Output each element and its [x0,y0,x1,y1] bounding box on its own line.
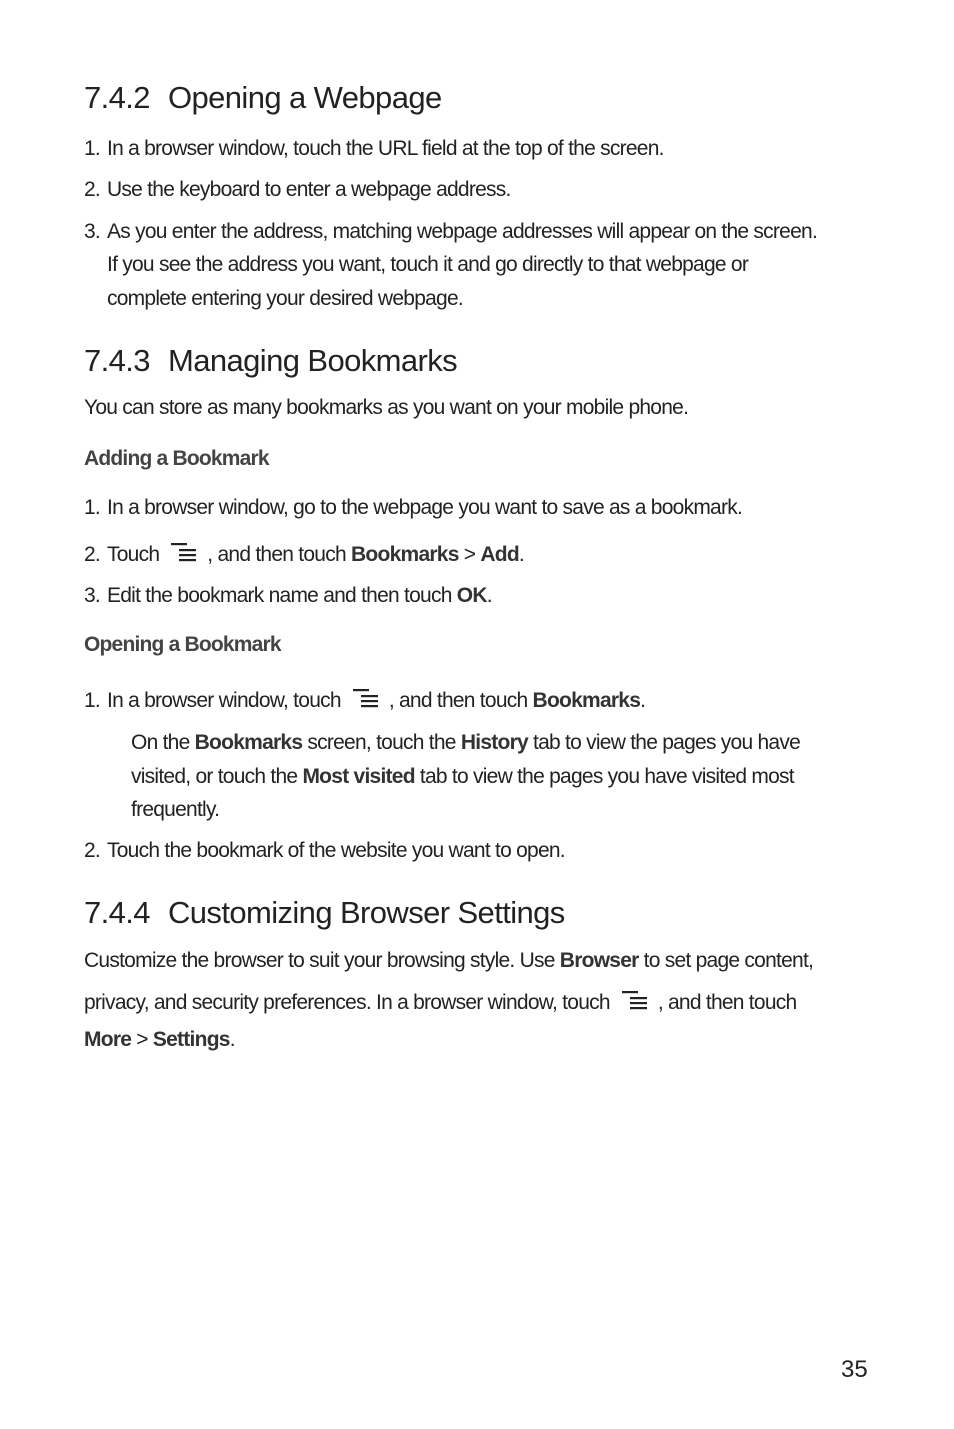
note-text: tab to view the pages you have visited most [414,765,794,788]
step-text: In a browser window, touch [107,689,341,712]
heading-7-4-4 [84,895,565,931]
step-text: , and then touch [388,689,533,712]
note-text: tab to view the pages you have [527,731,801,754]
note-line-2 [131,765,794,789]
step-number: 2. [84,543,101,566]
heading-number: 7.4.3 [84,343,150,378]
most-visited-label: Most visited [302,765,415,788]
para-text: privacy, and security preferences. In a browser window, touch [84,991,610,1014]
settings-label: Settings [152,1028,230,1051]
note-line-1 [131,731,800,755]
add-step-2 [84,543,524,567]
para-text: Customize the browser to suit your browsing style. Use [84,949,560,972]
step-text: Touch [107,543,160,566]
step-3-line-2: If you see the address you want, touch it and go directly to that webpage or [107,253,749,276]
punctuation: . [486,584,492,607]
more-label: More [84,1028,132,1051]
adding-bookmark-heading: Adding a Bookmark [84,447,269,470]
step-number: 2. [84,839,101,862]
step-number: 1. [84,496,101,519]
open-step-1 [84,689,645,713]
heading-number: 7.4.4 [84,895,150,930]
step-text: Touch the bookmark of the website you want to open. [107,839,565,862]
para-text: , and then touch [657,991,797,1014]
heading-7-4-3 [84,343,457,379]
punctuation: . [518,543,525,566]
step-text: Use the keyboard to enter a webpage address. [107,178,511,201]
para-text: to set page content, [638,949,814,972]
bookmarks-label: Bookmarks [351,543,459,566]
heading-number: 7.4.2 [84,80,150,115]
heading-title: Opening a Webpage [168,80,442,115]
separator: > [131,1028,153,1051]
opening-bookmark-heading: Opening a Bookmark [84,633,281,656]
step-1 [84,137,664,161]
step-text: As you enter the address, matching webpage addresses will appear on the screen. [107,220,818,243]
note-text: On the [131,731,195,754]
step-2 [84,178,511,202]
heading-title: Managing Bookmarks [168,343,458,378]
step-number: 3. [84,220,101,243]
bookmarks-intro: You can store as many bookmarks as you want on your mobile phone. [84,396,689,419]
step-3 [84,220,817,244]
page-number: 35 [841,1356,868,1383]
heading-title: Customizing Browser Settings [168,895,565,930]
note-line-3: frequently. [131,798,220,821]
step-text: Edit the bookmark name and then touch [107,584,457,607]
step-number: 1. [84,137,101,160]
bookmarks-label: Bookmarks [194,731,303,754]
settings-line-1 [84,949,813,973]
menu-icon [353,687,379,711]
step-text: In a browser window, touch the URL field at the top of the screen. [107,137,664,160]
punctuation: . [640,689,646,712]
browser-label: Browser [559,949,639,972]
step-number: 2. [84,178,101,201]
step-text: In a browser window, go to the webpage you want to save as a bookmark. [107,496,743,519]
settings-line-2 [84,991,796,1015]
add-label: Add [480,543,519,566]
note-text: screen, touch the [302,731,461,754]
step-number: 3. [84,584,101,607]
add-step-1 [84,496,742,520]
history-label: History [460,731,528,754]
bookmarks-label: Bookmarks [532,689,641,712]
step-3-line-3: complete entering your desired webpage. [107,287,463,310]
step-number: 1. [84,689,101,712]
add-step-3 [84,584,492,608]
menu-icon [171,541,197,565]
menu-icon [622,989,648,1013]
step-text: , and then touch [207,543,352,566]
punctuation: . [229,1028,235,1051]
settings-line-3 [84,1028,235,1052]
ok-label: OK [456,584,487,607]
note-text: visited, or touch the [131,765,303,788]
open-step-2 [84,839,565,863]
heading-7-4-2 [84,80,442,116]
separator: > [458,543,481,566]
